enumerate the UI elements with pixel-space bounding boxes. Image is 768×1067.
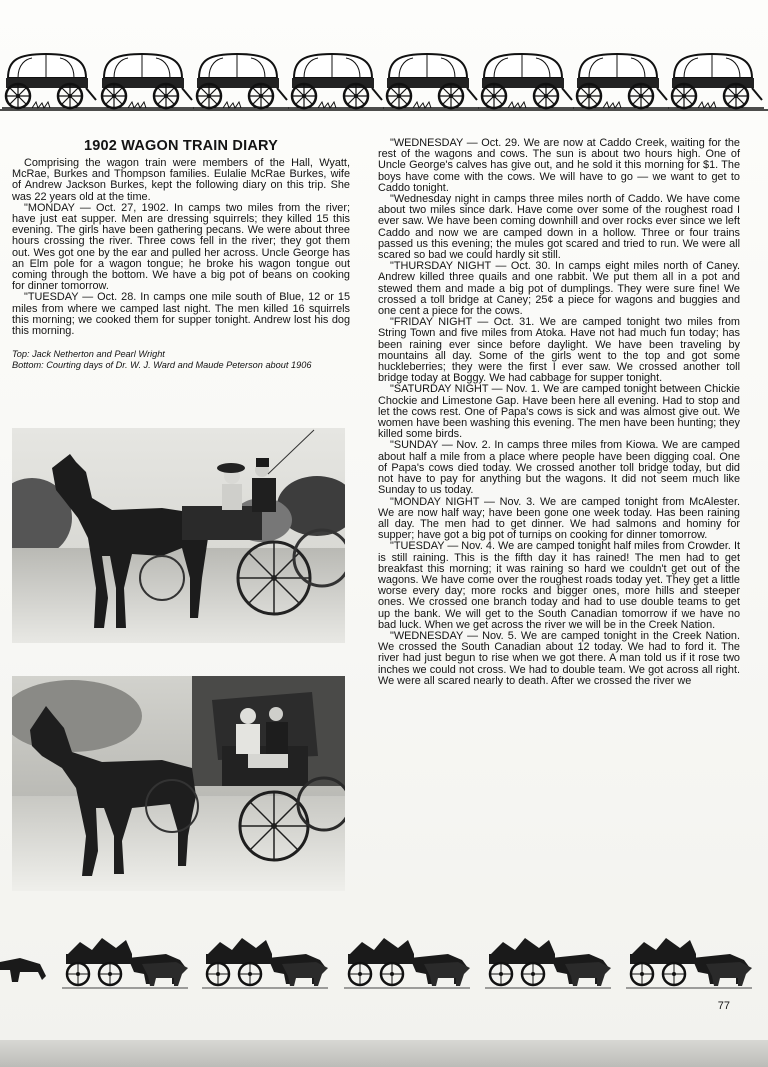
wagon-icon	[573, 54, 669, 108]
wagon-icon	[193, 54, 289, 108]
article-title: 1902 WAGON TRAIN DIARY	[83, 138, 278, 154]
diary-entry: "MONDAY NIGHT — Nov. 3. We are camped tonight from McAlester. We are now half way; have been gone one week today. Has been raining all day. The men had to get dinner. We had salmons and hominy for supper; have got a big pot of turnips on cooking for dinner tomorrow.	[378, 495, 740, 542]
diary-entry: "SUNDAY — Nov. 2. In camps three miles from Kiowa. We are camped about half a mile from a place where people have been digging coal. One of Papa's cows died today. We crossed another toll bridge today, but did not have to pay for anything but the wagons. It did not seem much like Sunday to us today.	[378, 439, 740, 497]
diary-entry: "TUESDAY — Nov. 4. We are camped tonight half miles from Crowder. It is still raining. This is the fifth day it has rained! The men had to get breakfast this morning; it was raining so hard we couldn't get out of the wagons. We have come over the roughest roads today yet. They get a little worse every day; more rocks and bigger ones, more hills and steeper ones. We crossed one branch today and had to use double teams to get up the bank. We will get to the South Canadian tomorrow if we have no bad luck. When we get across the river we will be in the Creek Nation.	[378, 540, 740, 631]
intro-paragraph: Comprising the wagon train were members of the Hall, Wyatt, McRae, Burkes and Thompson families. Eulalie McRae Burkes, wife of Andrew Jackson Burkes, kept the following diary on this trip. She was 22 years old at the time.	[12, 157, 350, 203]
right-column	[378, 138, 740, 687]
horse-buggy-photo-art	[12, 428, 345, 643]
wagon-icon	[478, 54, 574, 108]
covered-wagon-border-art	[0, 40, 768, 112]
oxen-team-border	[0, 920, 768, 1000]
page-number: 77	[717, 1000, 730, 1012]
wagon-icon	[668, 54, 764, 108]
oxen-team-border-art	[0, 920, 768, 1000]
ox-cart-icon	[344, 938, 470, 988]
caption-top: Top: Jack Netherton and Pearl Wright	[12, 349, 165, 360]
ox-cart-icon	[485, 938, 611, 988]
diary-entry: "FRIDAY NIGHT — Oct. 31. We are camped tonight two miles from String Town and five miles from Atoka. Have not had much fun today; has been raining ever since before daylight. We have been traveling by mountains all day. Some of the girls went to the top and got some huckleberries; they were the first I ever saw. We crossed another toll bridge today at Boggy. We had cabbage for supper tonight.	[378, 316, 740, 385]
photo-caption	[12, 349, 350, 370]
wagon-icon	[2, 54, 98, 108]
covered-wagon-border	[0, 40, 768, 112]
wagon-icon	[98, 54, 194, 108]
photo-bottom-courting-buggy	[12, 676, 345, 891]
diary-entry: "Wednesday night in camps three miles north of Caddo. We have come about two miles since dark. Have come over some of the roughest road I ever saw. We have been coming downhill and over rocks ever since we left Caddo and now we are camped down in a hollow. Three or four trains passed us this evening; the mules got scared and tried to run. We were all scared so bad we could hardly sit still.	[378, 193, 740, 262]
ox-icon	[0, 958, 46, 982]
diary-entry: "WEDNESDAY — Oct. 29. We are now at Caddo Creek, waiting for the rest of the wagons and cows. The sun is about two hours high. One of Uncle George's calves has give out, and he sold it this morning for $1. The boys have come with the cows. We will have to go — we want to get to Caddo tonight.	[378, 137, 740, 194]
ox-cart-icon	[62, 938, 188, 988]
photo-top-horse-and-buggy	[12, 428, 345, 643]
courting-buggy-photo-art	[12, 676, 345, 891]
diary-entry: "WEDNESDAY — Nov. 5. We are camped tonight in the Creek Nation. We crossed the South Canadian about 12 today. We had to ford it. The river had just begun to rise when we got there. A man told us if it rose two inches we could not cross. We had to double team. We got across all right. We were all scared nearly to death. After we crossed the river we	[378, 629, 740, 687]
diary-entry: "TUESDAY — Oct. 28. In camps one mile south of Blue, 12 or 15 miles from where we camped last night. The men killed 16 squirrels this morning; we cooked them for supper tonight. Andrew lost his dog this morning.	[12, 291, 350, 338]
diary-entry: "THURSDAY NIGHT — Oct. 30. In camps eight miles north of Caney. Andrew killed three quails and one rabbit. We put them all in a pot and stewed them and made a big pot of dumplings. They were sure fine! We crossed a toll bridge at Caney; 25¢ a piece for wagons and buggies and one cent a piece for the cows.	[378, 260, 740, 318]
ox-cart-icon	[202, 938, 328, 988]
left-column	[12, 138, 350, 370]
diary-entry: "SATURDAY NIGHT — Nov. 1. We are camped tonight between Chickie Chockie and Limestone Gap. Have been here all evening. Had to stop and let the cows rest. One of Papa's cows is sick and was almost give out. We women have been washing this evening. The men have been hunting; they killed some birds.	[378, 383, 740, 441]
wagon-icon	[383, 54, 479, 108]
ox-cart-icon	[626, 938, 752, 988]
diary-entry: "MONDAY — Oct. 27, 1902. In camps two miles from the river; have just eat supper. Men are dressing squirrels; they killed 15 this evening. The girls have been gathering pecans. We were about three hours crossing the river. Three cows fell in the river; they got them out. Wes got one by the ear and pulled her across. Uncle George has an Elm pole for a wagon tongue; he broke his wagon tongue out coming through the bottom. We have a big pot of beans on cooking for dinner tomorrow.	[12, 201, 350, 293]
scan-edge-shadow	[0, 1040, 768, 1067]
caption-bottom: Bottom: Courting days of Dr. W. J. Ward and Maude Peterson about 1906	[12, 359, 312, 370]
wagon-icon	[288, 54, 384, 108]
